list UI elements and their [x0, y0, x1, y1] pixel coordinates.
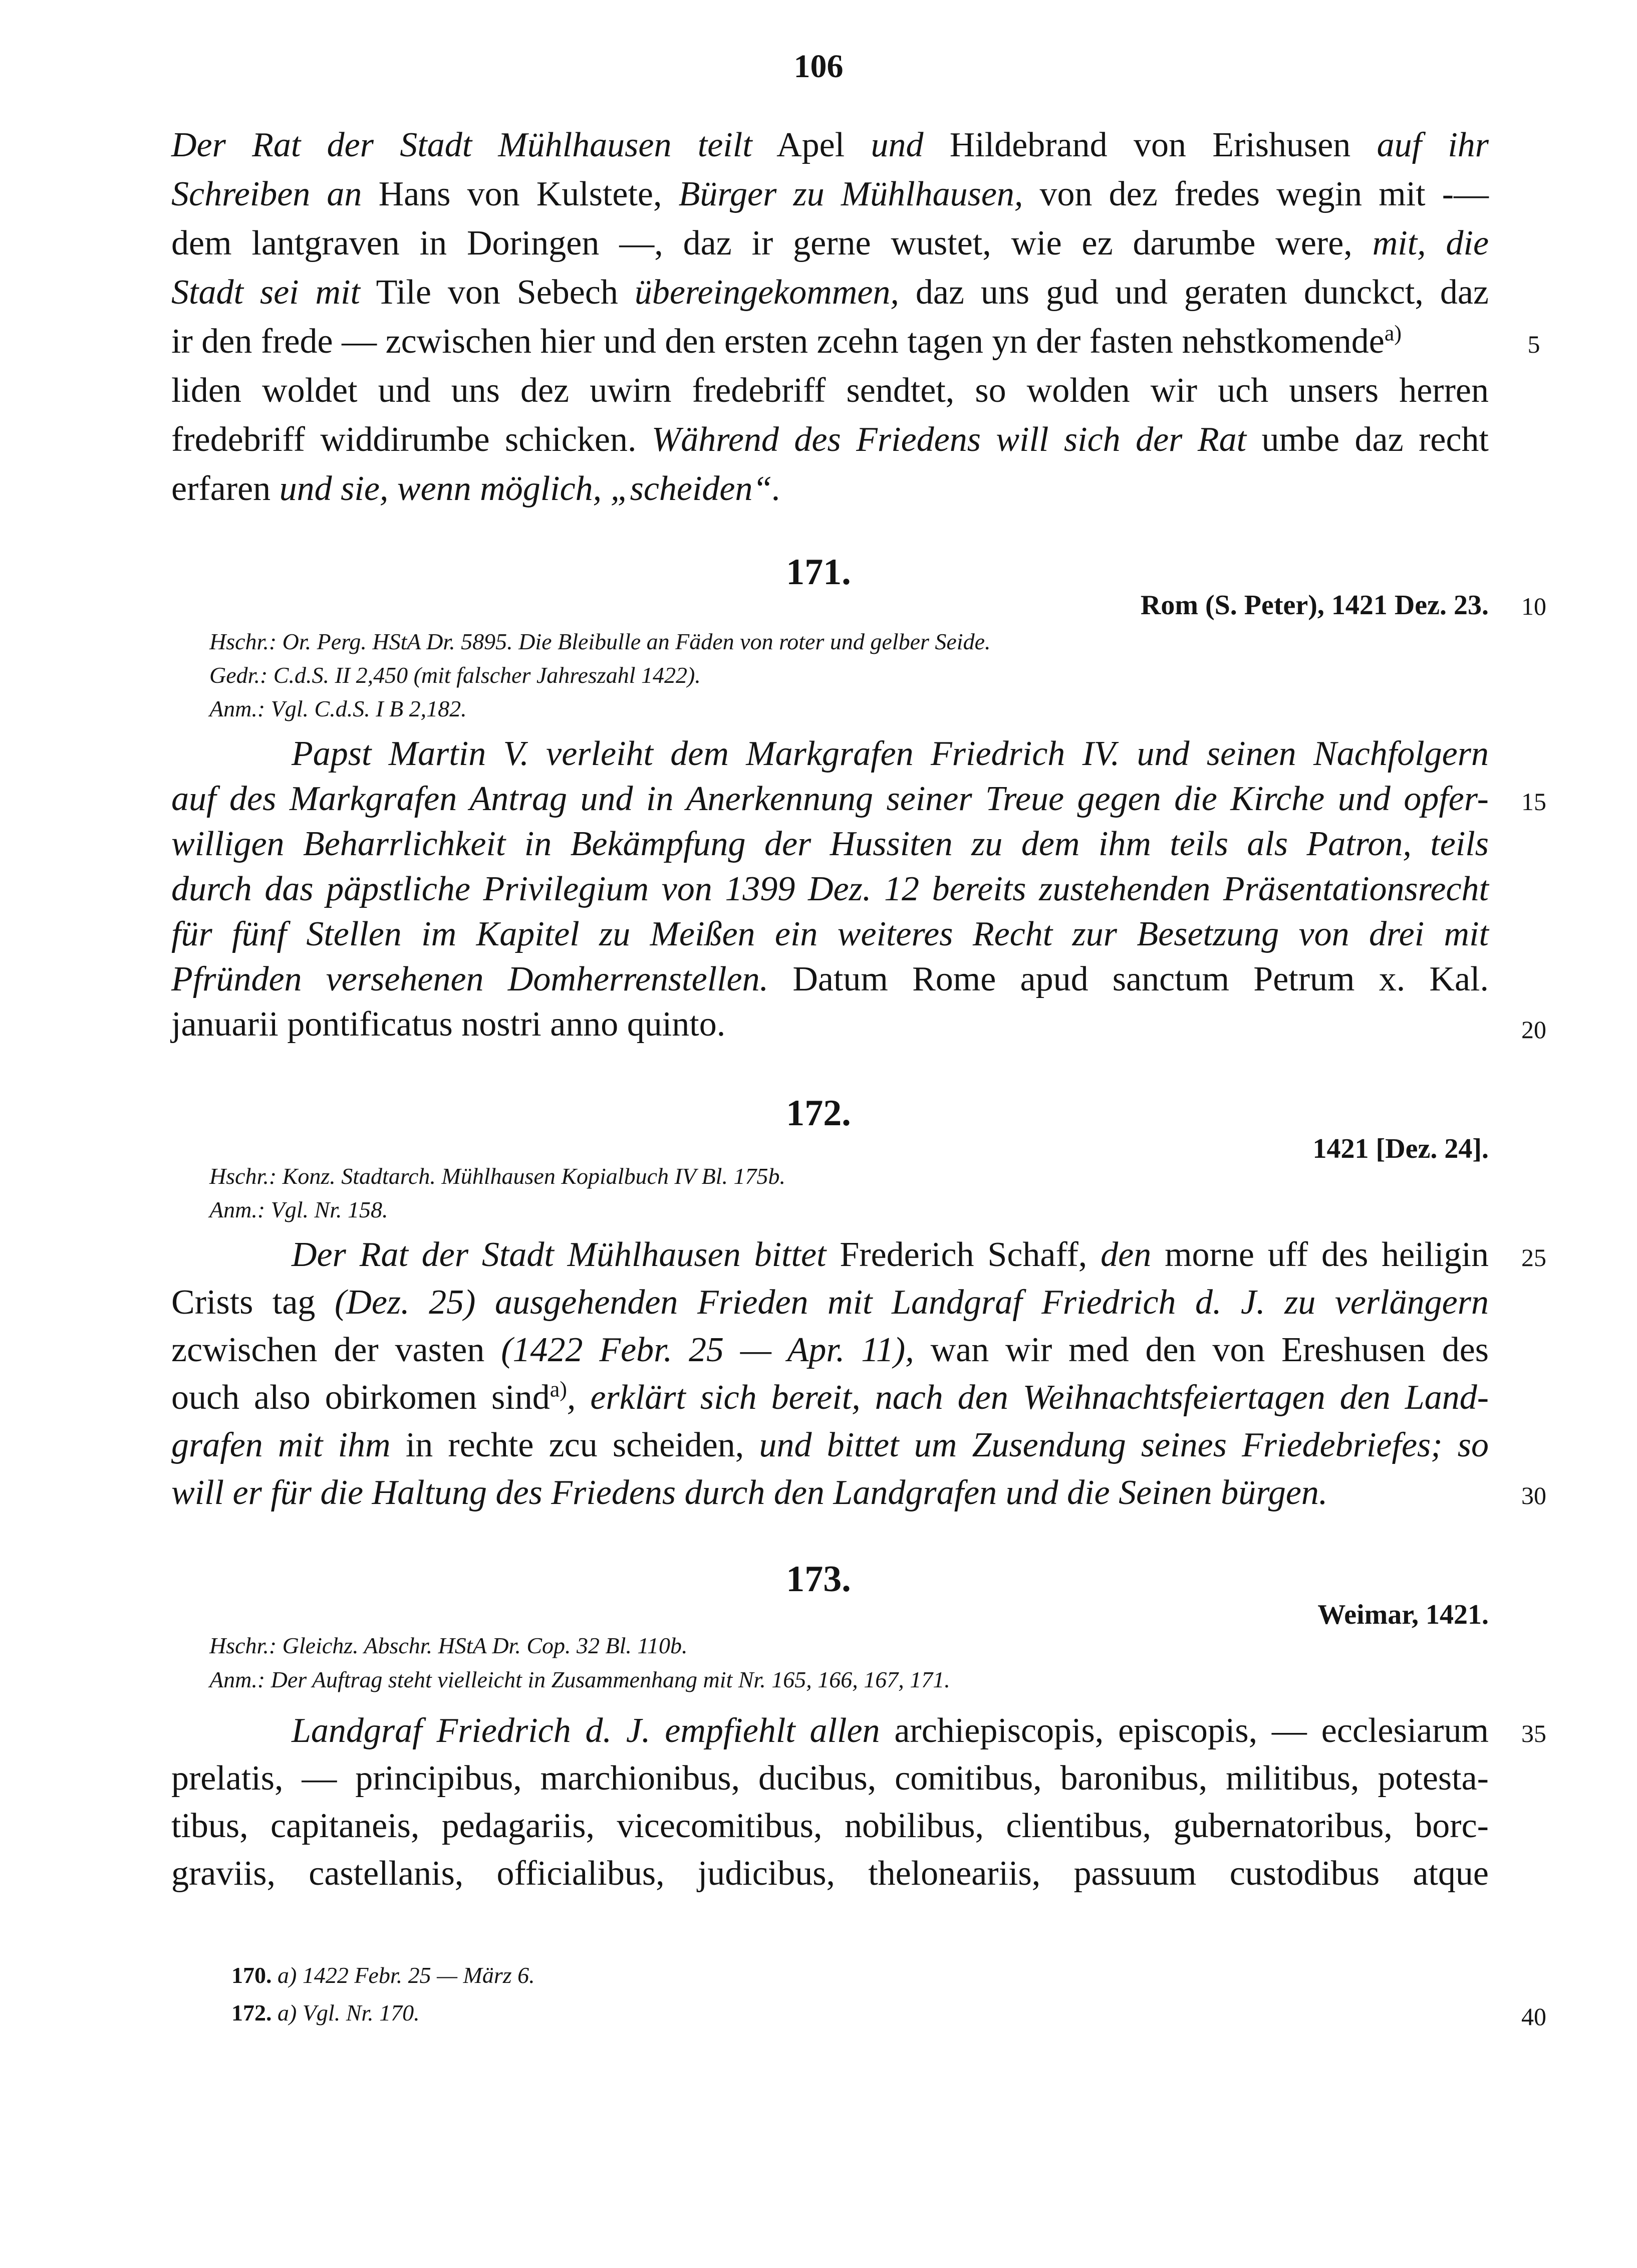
- doc173-line-2: [171, 1761, 1489, 1796]
- text-italic: den: [1101, 1235, 1152, 1274]
- text: ir den frede — zcwischen hier und den ersten zcehn tagen yn der fasten nehstkomende: [171, 322, 1385, 361]
- doc171-dateline: Rom (S. Peter), 1421 Dez. 23.: [1140, 590, 1489, 621]
- doc170-line-8: [171, 471, 1489, 507]
- text-italic: willigen Beharrlichkeit in Bekämpfung der Hussiten zu dem ihm teils als Patron, teils: [171, 825, 1489, 863]
- doc172-line-4: [171, 1377, 1489, 1417]
- text: erfaren: [171, 469, 271, 508]
- footnote-number: 172.: [231, 2000, 272, 2026]
- doc170-line-2: [171, 177, 1489, 212]
- doc172-line-5: [171, 1428, 1489, 1463]
- text: Hildebrand von Erishusen: [949, 126, 1351, 164]
- text-italic: Während des Friedens will sich der Rat: [651, 420, 1247, 459]
- doc173-line-4: [171, 1856, 1489, 1891]
- text-italic: Stadt sei mit: [171, 273, 360, 312]
- page-number: 106: [793, 48, 844, 85]
- text: morne uff des heiligin: [1165, 1235, 1489, 1274]
- text: Frederich Schaff,: [840, 1235, 1087, 1274]
- text: Crists tag: [171, 1283, 316, 1322]
- text: Tile von Sebech: [376, 273, 618, 312]
- doc172-line-2: [171, 1285, 1489, 1320]
- line-number: 10: [1521, 592, 1546, 620]
- doc170-line-4: [171, 275, 1489, 310]
- text: von dez fredes wegin mit -—: [1039, 175, 1489, 213]
- doc-number-171: 171.: [786, 552, 851, 593]
- line-number: 20: [1521, 1016, 1546, 1044]
- doc170-line-3: [171, 226, 1489, 261]
- footnote-text: a) Vgl. Nr. 170.: [278, 2000, 420, 2026]
- doc171-line-5: [171, 917, 1489, 952]
- text: fredebriff widdirumbe schicken.: [171, 420, 637, 459]
- text-italic: Pfründen versehenen Domherrenstellen.: [171, 960, 769, 998]
- text: Apel: [776, 126, 845, 164]
- text-italic: Schreiben an: [171, 175, 362, 213]
- doc171-line-1: [171, 736, 1489, 772]
- line-number: 40: [1521, 2002, 1546, 2031]
- text-italic: und: [871, 126, 924, 164]
- footnote-number: 170.: [231, 1962, 272, 1988]
- doc173-source-1: Hschr.: Gleichz. Abschr. HStA Dr. Cop. 32 Bl. 110b.: [209, 1633, 688, 1658]
- text-italic: Landgraf Friedrich d. J. empfiehlt allen: [292, 1711, 880, 1750]
- text: prelatis, — principibus, marchionibus, ducibus, comitibus, baronibus, militibus, potesta-: [171, 1759, 1489, 1798]
- text-italic: (Dez. 25) ausgehenden Frieden mit Landgraf Friedrich d. J. zu verlängern: [334, 1283, 1489, 1322]
- doc172-line-6: [171, 1475, 1489, 1510]
- doc171-source-2: Gedr.: C.d.S. II 2,450 (mit falscher Jahreszahl 1422).: [209, 662, 701, 688]
- text: in rechte zcu scheiden,: [405, 1426, 744, 1464]
- doc170-line-6: [171, 373, 1489, 408]
- text-italic: will er für die Haltung des Friedens durch den Landgrafen und die Seinen bürgen.: [171, 1473, 1328, 1512]
- text-italic: grafen mit ihm: [171, 1426, 391, 1464]
- doc173-dateline: Weimar, 1421.: [1317, 1599, 1489, 1630]
- doc170-line-7: [171, 422, 1489, 457]
- line-number: 5: [1527, 330, 1540, 358]
- doc173-line-3: [171, 1809, 1489, 1844]
- text: graviis, castellanis, officialibus, judicibus, theloneariis, passuum custodibus atque: [171, 1854, 1489, 1893]
- line-number: 15: [1521, 788, 1546, 816]
- text: dem lantgraven in Doringen —, daz ir gerne wustet, wie ez darumbe were,: [171, 224, 1352, 263]
- doc171-line-2: [171, 782, 1489, 817]
- doc171-line-3: [171, 827, 1489, 862]
- footnote-172: [231, 2001, 420, 2025]
- doc172-line-1: [171, 1237, 1489, 1273]
- doc173-source-2: Anm.: Der Auftrag steht vielleicht in Zusammenhang mit Nr. 165, 166, 167, 171.: [209, 1667, 950, 1692]
- text-italic: Der Rat der Stadt Mühlhausen bittet: [292, 1235, 827, 1274]
- text: januarii pontificatus nostri anno quinto.: [171, 1005, 726, 1044]
- doc171-source-1: Hschr.: Or. Perg. HStA Dr. 5895. Die Bleibulle an Fäden von roter und gelber Seide.: [209, 629, 991, 654]
- text-italic: durch das päpstliche Privilegium von 1399 Dez. 12 bereits zustehenden Präsentationsrecht: [171, 870, 1489, 908]
- doc-number-172: 172.: [786, 1093, 851, 1134]
- doc171-line-4: [171, 872, 1489, 907]
- text-italic: Papst Martin V. verleiht dem Markgrafen Friedrich IV. und seinen Nachfolgern: [292, 734, 1489, 773]
- doc172-dateline: 1421 [Dez. 24].: [1312, 1133, 1489, 1164]
- footnote-text: a) 1422 Febr. 25 — März 6.: [278, 1962, 535, 1988]
- doc173-line-1: [171, 1713, 1489, 1748]
- text-italic: (1422 Febr. 25 — Apr. 11),: [501, 1331, 914, 1369]
- doc171-line-7: [171, 1007, 1489, 1042]
- line-number: 35: [1521, 1719, 1546, 1747]
- doc170-line-1: [171, 128, 1489, 163]
- doc170-line-5: [171, 321, 1489, 361]
- doc171-line-6: [171, 962, 1489, 997]
- text-italic: und sie, wenn möglich, „scheiden“.: [279, 469, 781, 508]
- text: daz uns gud und geraten dunckct, daz: [915, 273, 1489, 312]
- text: Hans von Kulstete,: [378, 175, 662, 213]
- text: ouch also obirkomen sind: [171, 1378, 550, 1417]
- text: Datum Rome apud sanctum Petrum x. Kal.: [792, 960, 1489, 998]
- text-italic: auf des Markgrafen Antrag und in Anerkennung seiner Treue gegen die Kirche und opfer-: [171, 780, 1489, 818]
- text-italic: mit, die: [1372, 224, 1489, 263]
- text: wan wir med den von Ereshusen des: [930, 1331, 1489, 1369]
- footnote-170: [231, 1964, 535, 1987]
- footnote-ref: a): [550, 1377, 567, 1402]
- text-italic: und bittet um Zusendung seines Friedebriefes; so: [759, 1426, 1489, 1464]
- line-number: 30: [1521, 1481, 1546, 1509]
- text-italic: Bürger zu Mühlhausen,: [678, 175, 1023, 213]
- text-italic: für fünf Stellen im Kapitel zu Meißen ein weiteres Recht zur Besetzung von drei mit: [171, 915, 1489, 953]
- doc172-source-1: Hschr.: Konz. Stadtarch. Mühlhausen Kopialbuch IV Bl. 175b.: [209, 1163, 785, 1189]
- text: zcwischen der vasten: [171, 1331, 485, 1369]
- text: liden woldet und uns dez uwirn fredebriff sendtet, so wolden wir uch unsers herren: [171, 371, 1489, 410]
- text-italic: auf ihr: [1377, 126, 1489, 164]
- text: umbe daz recht: [1261, 420, 1489, 459]
- text-italic: Der Rat der Stadt Mühlhausen teilt: [171, 126, 752, 164]
- doc172-source-2: Anm.: Vgl. Nr. 158.: [209, 1197, 388, 1222]
- doc171-source-3: Anm.: Vgl. C.d.S. I B 2,182.: [209, 696, 467, 721]
- doc172-line-3: [171, 1333, 1489, 1368]
- footnote-ref: a): [1384, 321, 1402, 346]
- text: archiepiscopis, episcopis, — ecclesiarum: [894, 1711, 1489, 1750]
- text-italic: , erklärt sich bereit, nach den Weihnachtsfeiertagen den Land-: [567, 1378, 1489, 1417]
- line-number: 25: [1521, 1243, 1546, 1272]
- doc-number-173: 173.: [786, 1559, 851, 1600]
- text: tibus, capitaneis, pedagariis, vicecomitibus, nobilibus, clientibus, gubernatoribus, borc-: [171, 1807, 1489, 1845]
- text-italic: übereingekommen,: [634, 273, 899, 312]
